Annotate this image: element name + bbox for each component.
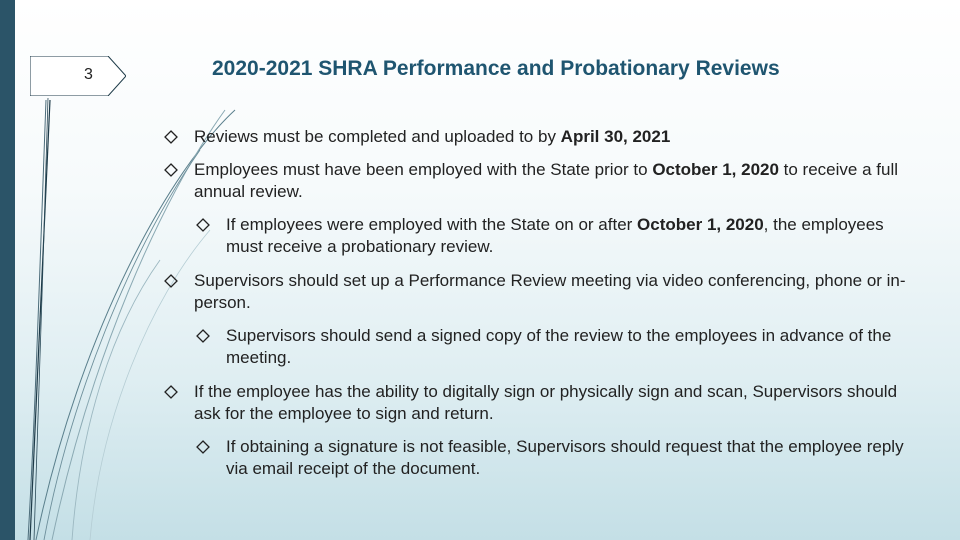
bullet-text: If employees were employed with the State on or after (226, 214, 638, 234)
bullet-text: Employees must have been employed with the State prior to (194, 159, 653, 179)
diamond-bullet-icon (196, 440, 210, 454)
bullet-text-after: , the employees must receive a probationary review. (226, 214, 884, 256)
diamond-bullet-icon (164, 163, 178, 177)
bullet-text-after: to receive a full annual review. (194, 159, 898, 201)
sub-bullet-item (190, 214, 918, 259)
bullet-item (158, 126, 918, 149)
slide-number: 3 (84, 66, 93, 83)
slide-title: 2020-2021 SHRA Performance and Probationary Reviews (212, 57, 780, 80)
diamond-bullet-icon (164, 274, 178, 288)
slide-number-tab (30, 56, 126, 96)
bullet-item (158, 270, 918, 315)
bullet-item (158, 381, 918, 426)
diamond-bullet-icon (164, 385, 178, 399)
bullet-text: Reviews must be completed and uploaded to by (194, 127, 561, 146)
bullet-bold-text: April 30, 2021 (560, 127, 671, 146)
bullet-text: Supervisors should set up a Performance Review meeting via video conferencing, phone or in-person. (194, 270, 906, 312)
bullet-text: If obtaining a signature is not feasible, Supervisors should request that the employee reply via email receipt of the document. (226, 436, 904, 478)
bullet-item (158, 159, 918, 204)
diamond-bullet-icon (196, 218, 210, 232)
sub-bullet-item (190, 325, 918, 370)
sub-bullet-item (190, 436, 918, 481)
bullet-bold-text: October 1, 2020 (637, 214, 764, 234)
diamond-bullet-icon (164, 130, 178, 144)
bullet-bold-text: October 1, 2020 (652, 159, 779, 179)
diamond-bullet-icon (196, 329, 210, 343)
bullet-text: If the employee has the ability to digitally sign or physically sign and scan, Supervisors should ask for the employee to sign and return. (194, 381, 898, 423)
bullet-list (158, 126, 918, 492)
bullet-text: Supervisors should send a signed copy of the review to the employees in advance of the meeting. (226, 325, 892, 367)
